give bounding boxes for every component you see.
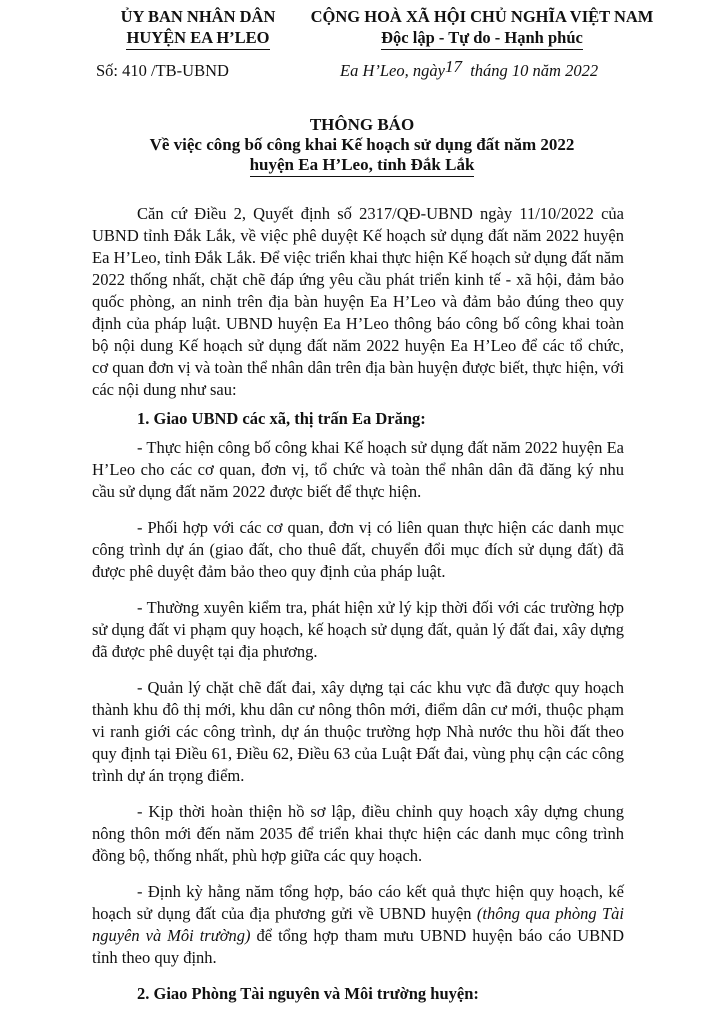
last-item-text-after: để tổng hợp tham mưu UBND huyện báo cáo UBND tỉnh theo quy định. <box>92 926 625 967</box>
section-1-item: - Kịp thời hoàn thiện hồ sơ lập, điều chỉnh quy hoạch xây dựng chung nông thôn mới đến năm 2035 để triển khai thực hiện các danh mục công trình đồng bộ, thống nhất, phù hợp giữa các quy hoạch. <box>92 802 624 865</box>
last-item-text-before: - Định kỳ hằng năm tổng hợp, báo cáo kết quả thực hiện quy hoạch, kế hoạch sử dụng đất của địa phương gửi về UBND huyện <box>92 882 624 923</box>
national-motto <box>300 6 664 50</box>
section-1-item: - Thường xuyên kiểm tra, phát hiện xử lý kịp thời đối với các trường hợp sử dụng đất vi phạm quy hoạch, kế hoạch sử dụng đất, quản lý đất đai, xây dựng đã được phê duyệt tại địa phương. <box>92 598 624 661</box>
document-title <box>0 115 724 177</box>
title-heading: THÔNG BÁO <box>309 115 415 134</box>
country-name: CỘNG HOÀ XÃ HỘI CHỦ NGHĨA VIỆT NAM <box>310 7 654 26</box>
last-item-italic-note: (thông qua phòng Tài nguyên và Môi trường) <box>92 904 625 945</box>
section-1-item: - Phối hợp với các cơ quan, đơn vị có liên quan thực hiện các danh mục công trình dự án (giao đất, cho thuê đất, chuyển đổi mục đích sử dụng đất) đã được phê duyệt đảm bảo theo quy định của pháp luật. <box>92 518 624 581</box>
document-number: Số: 410 /TB-UBND <box>96 61 229 80</box>
motto-line: Độc lập - Tự do - Hạnh phúc <box>381 27 583 50</box>
date-day: 17 <box>444 57 462 76</box>
section-1-item: - Quản lý chặt chẽ đất đai, xây dựng tại các khu vực đã được quy hoạch thành khu đô thị mới, khu dân cư nông thôn mới, điểm dân cư mới, thuộc phạm vi ranh giới các công trình, dự án thuộc trường hợp Nhà nước thu hồi đất theo quy định tại Điều 61, Điều 62, Điều 63 của Luật Đất đai, vùng phụ cận các công trình dự án trọng điểm. <box>92 678 624 785</box>
agency-line-2: HUYỆN EA H’LEO <box>126 27 269 50</box>
section-1-item: - Thực hiện công bố công khai Kế hoạch sử dụng đất năm 2022 huyện Ea H’Leo cho các cơ quan, đơn vị, tổ chức và toàn thể nhân dân đã đăng ký nhu cầu sử dụng đất năm 2022 được biết để thực hiện. <box>92 438 624 501</box>
section-2-heading: 2. Giao Phòng Tài nguyên và Môi trường huyện: <box>137 984 479 1003</box>
date-suffix: tháng 10 năm 2022 <box>470 61 599 80</box>
document-body <box>92 203 624 1012</box>
intro-paragraph: Căn cứ Điều 2, Quyết định số 2317/QĐ-UBND ngày 11/10/2022 của UBND tỉnh Đắk Lắk, về việc phê duyệt Kế hoạch sử dụng đất năm 2022 huyện Ea H’Leo, tỉnh Đắk Lắk. Để việc triển khai thực hiện Kế hoạch sử dụng đất năm 2022 thống nhất, chặt chẽ đáp ứng yêu cầu phát triển kinh tế - xã hội, đảm bảo quốc phòng, an ninh trên địa bàn huyện Ea H’Leo và đảm bảo đúng theo quy định của pháp luật. UBND huyện Ea H’Leo thông báo công bố công khai toàn bộ nội dung Kế hoạch sử dụng đất năm 2022 huyện Ea H’Leo để các tổ chức, cơ quan đơn vị và toàn thể nhân dân trên địa bàn huyện được biết, thực hiện, với các nội dung như sau: <box>92 204 624 399</box>
date-line <box>340 57 599 81</box>
title-line-2: huyện Ea H’Leo, tỉnh Đắk Lắk <box>250 155 475 177</box>
agency-line-1: ỦY BAN NHÂN DÂN <box>120 7 276 26</box>
title-line-1: Về việc công bố công khai Kế hoạch sử dụng đất năm 2022 <box>149 135 575 154</box>
issuing-agency <box>78 6 318 50</box>
section-1-heading: 1. Giao UBND các xã, thị trấn Ea Drăng: <box>137 409 426 428</box>
date-prefix: Ea H’Leo, ngày <box>340 61 445 80</box>
section-1-item-last <box>92 881 624 969</box>
